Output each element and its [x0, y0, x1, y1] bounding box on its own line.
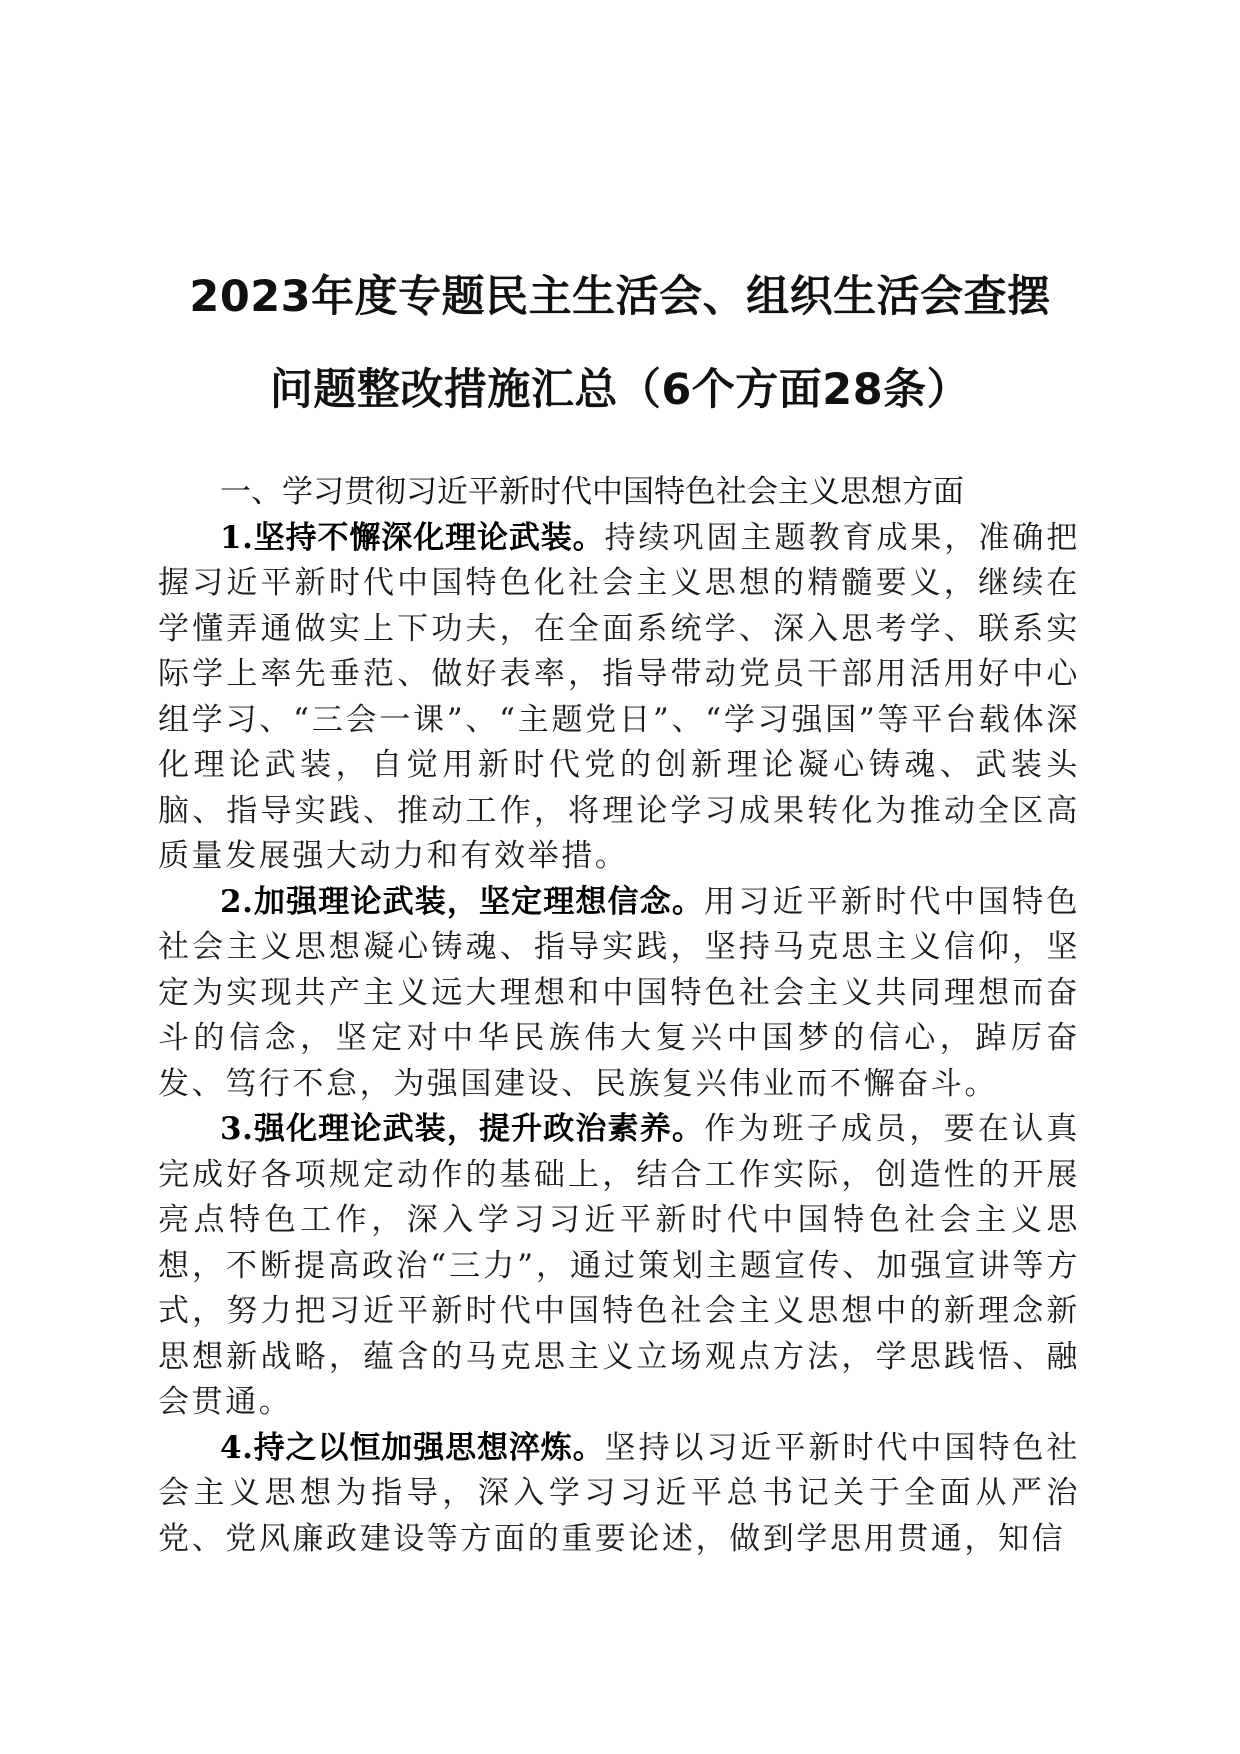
item-text: 持续巩固主题教育成果，准确把握习近平新时代中国特色化社会主义思想的精髓要义，继续在学懂弄通做实上下功夫，在全面系统学、深入思考学、联系实际学上率先垂范、做好表率，指导带动党员干部用活用好中心组学习、“三会一课”、“主题党日”、“学习强国”等平台载体深化理论武装，自觉用新时代党的创新理论凝心铸魂、武装头脑、指导实践、推动工作，将理论学习成果转化为推动全区高质量发展强大动力和有效举措。 [158, 519, 1080, 874]
item-text: 作为班子成员，要在认真完成好各项规定动作的基础上，结合工作实际，创造性的开展亮点特色工作，深入学习习近平新时代中国特色社会主义思想，不断提高政治“三力”，通过策划主题宣传、加强宣讲等方式，努力把习近平新时代中国特色社会主义思想中的新理念新思想新战略，蕴含的马克思主义立场观点方法，学思践悟、融会贯通。 [158, 1111, 1080, 1420]
section-heading-1: 一、学习贯彻习近平新时代中国特色社会主义思想方面 [220, 474, 964, 510]
title-line-2: 问题整改措施汇总（6个方面28条） [269, 364, 971, 415]
title-line-1: 2023年度专题民主生活会、组织生活会查摆 [189, 271, 1051, 322]
item-lead: 1.坚持不懈深化理论武装。 [220, 519, 605, 556]
item-lead: 4.持之以恒加强思想淬炼。 [220, 1429, 605, 1466]
document-title [150, 251, 1090, 437]
paragraph-item-4 [158, 1426, 1080, 1563]
item-lead: 2.加强理论武装，坚定理想信念。 [220, 883, 704, 920]
document-body [158, 470, 1080, 1562]
item-lead: 3.强化理论武装，提升政治素养。 [220, 1111, 704, 1147]
paragraph-item-3 [158, 1107, 1080, 1426]
paragraph-item-2 [158, 880, 1080, 1108]
item-text: 坚持以习近平新时代中国特色社会主义思想为指导，深入学习习近平总书记关于全面从严治党、党风廉政建设等方面的重要论述，做到学思用贯通，知信 [158, 1429, 1080, 1557]
item-text: 用习近平新时代中国特色社会主义思想凝心铸魂、指导实践，坚持马克思主义信仰，坚定为实现共产主义远大理想和中国特色社会主义共同理想而奋斗的信念，坚定对中华民族伟大复兴中国梦的信心，踔厉奋发、笃行不怠，为强国建设、民族复兴伟业而不懈奋斗。 [158, 883, 1080, 1102]
paragraph-item-1 [158, 516, 1080, 880]
